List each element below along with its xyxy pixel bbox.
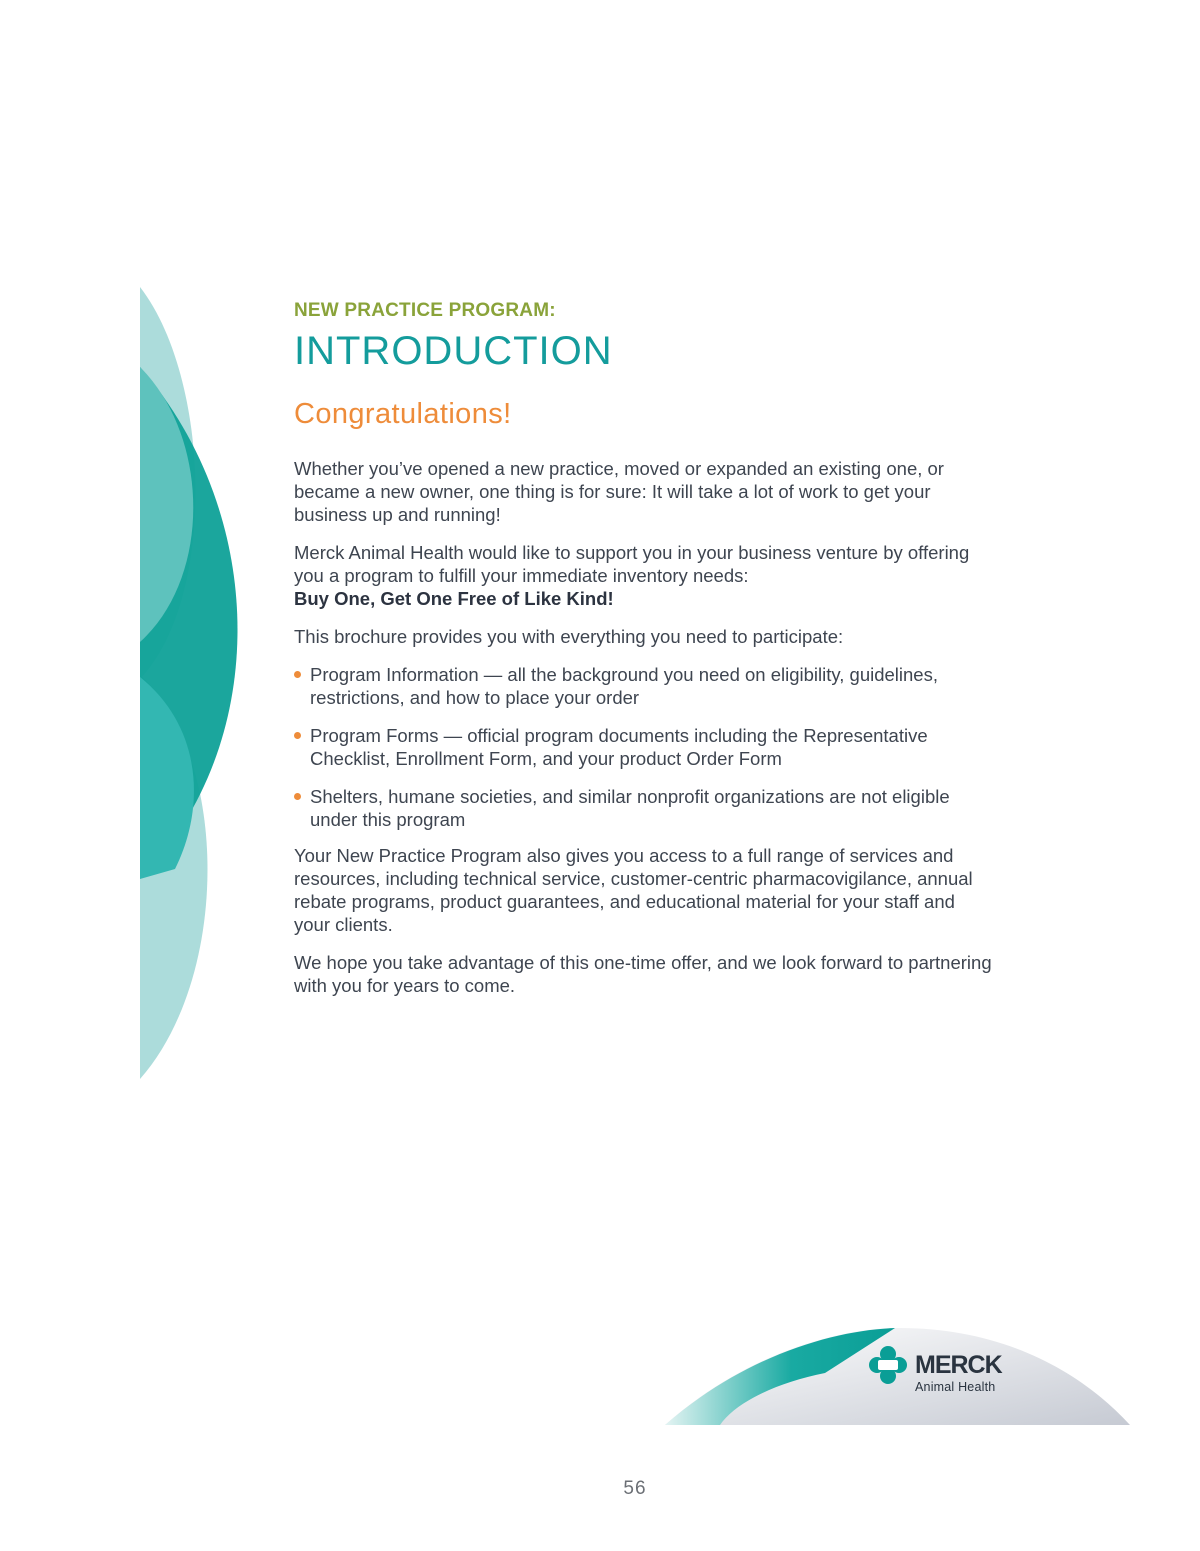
- intro-paragraph: Whether you’ve opened a new practice, moved or expanded an existing one, or became a new owner, one thing is for sure: It will take a lot of work to get your business up and running!: [294, 458, 944, 525]
- support-paragraph-text: Merck Animal Health would like to support you in your business venture by offering you a program to fulfill your immediate inventory needs:: [294, 542, 970, 586]
- logo-division-text: Animal Health: [915, 1380, 996, 1394]
- section-eyebrow: NEW PRACTICE PROGRAM:: [294, 300, 556, 321]
- logo-brand-text: MERCK: [915, 1351, 1002, 1379]
- list-item-text: Program Information — all the background you need on eligibility, guidelines, restrictions, and how to place your order: [310, 664, 938, 708]
- closing-paragraph: We hope you take advantage of this one-time offer, and we look forward to partnering with you for years to come.: [294, 952, 992, 996]
- page-subtitle: Congratulations!: [294, 398, 512, 430]
- list-item-text: Shelters, humane societies, and similar nonprofit organizations are not eligible under this program: [310, 786, 950, 830]
- page-number: 56: [623, 1478, 647, 1499]
- merck-logo: [915, 1351, 1002, 1395]
- services-paragraph: Your New Practice Program also gives you access to a full range of services and resources, including technical service, customer-centric pharmacovigilance, annual rebate programs, product guarantees, and educational material for your staff and your clients.: [294, 845, 973, 935]
- offer-emphasis: Buy One, Get One Free of Like Kind!: [294, 588, 614, 609]
- bullet-dot-icon: [294, 671, 301, 678]
- main-content: [294, 299, 994, 997]
- merck-logo-mark-icon: [868, 1345, 908, 1385]
- bullet-list: [294, 663, 994, 831]
- list-item: [294, 663, 994, 709]
- bullet-dot-icon: [294, 732, 301, 739]
- list-item-text: Program Forms — official program documents including the Representative Checklist, Enrollment Form, and your product Order Form: [310, 725, 928, 769]
- page-title: INTRODUCTION: [294, 329, 613, 373]
- decorative-arcs: [140, 287, 260, 1079]
- support-paragraph: [294, 541, 994, 610]
- brochure-paragraph: This brochure provides you with everything you need to participate:: [294, 626, 844, 647]
- list-item: [294, 724, 994, 770]
- bullet-dot-icon: [294, 793, 301, 800]
- list-item: [294, 785, 994, 831]
